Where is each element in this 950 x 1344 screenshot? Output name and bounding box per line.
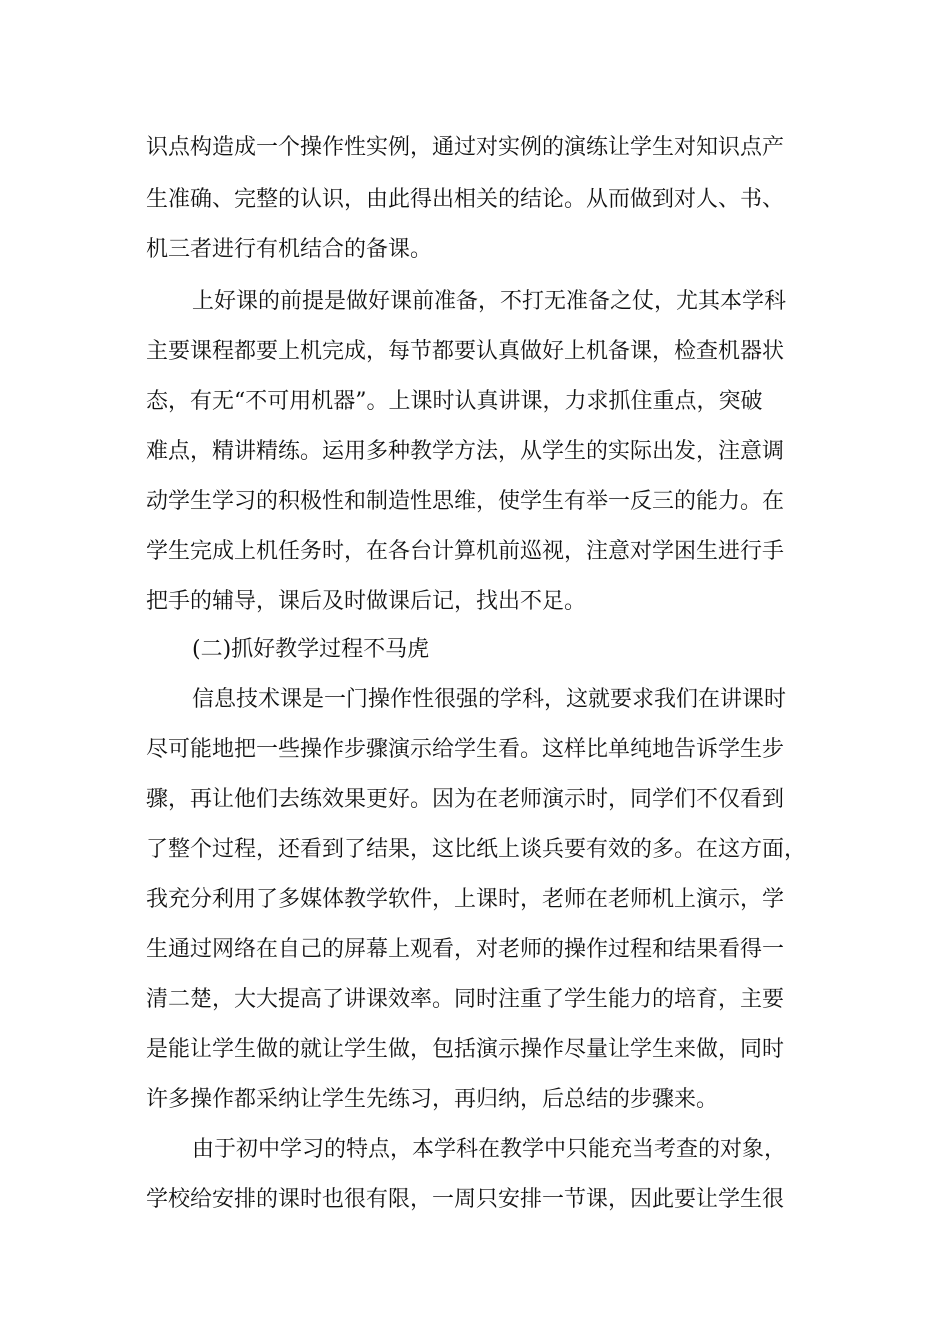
text-line: 尽可能地把一些操作步骤演示给学生看。这样比单纯地告诉学生步 bbox=[146, 737, 785, 762]
text-line: 清二楚，大大提高了讲课效率。同时注重了学生能力的培育，主要 bbox=[146, 987, 785, 1012]
text-line: 学生完成上机任务时，在各台计算机前巡视，注意对学困生进行手 bbox=[146, 539, 785, 564]
text-line: 生通过网络在自己的屏幕上观看，对老师的操作过程和结果看得一 bbox=[146, 937, 785, 962]
text-line: 生准确、完整的认识，由此得出相关的结论。从而做到对人、书、 bbox=[146, 187, 785, 212]
text-line: 把手的辅导，课后及时做课后记，找出不足。 bbox=[146, 589, 587, 614]
text-line: 了整个过程，还看到了结果，这比纸上谈兵要有效的多。在这方面， bbox=[146, 837, 807, 862]
text-line: 学校给安排的课时也很有限，一周只安排一节课，因此要让学生很 bbox=[146, 1187, 785, 1212]
text-line: 识点构造成一个操作性实例，通过对实例的演练让学生对知识点产 bbox=[146, 135, 785, 160]
text-line: 骤，再让他们去练效果更好。因为在老师演示时，同学们不仅看到 bbox=[146, 787, 785, 812]
text-line: 上好课的前提是做好课前准备，不打无准备之仗，尤其本学科 bbox=[192, 289, 787, 314]
text-line: 许多操作都采纳让学生先练习，再归纳，后总结的步骤来。 bbox=[146, 1087, 719, 1112]
text-line: 由于初中学习的特点，本学科在教学中只能充当考查的对象， bbox=[192, 1137, 787, 1162]
text-line: 动学生学习的积极性和制造性思维，使学生有举一反三的能力。在 bbox=[146, 489, 785, 514]
text-line: 难点，精讲精练。运用多种教学方法，从学生的实际出发，注意调 bbox=[146, 439, 785, 464]
text-line: 我充分利用了多媒体教学软件，上课时，老师在老师机上演示，学 bbox=[146, 887, 785, 912]
text-line: 是能让学生做的就让学生做，包括演示操作尽量让学生来做，同时 bbox=[146, 1037, 785, 1062]
text-line: 态，有无“不可用机器”。上课时认真讲课，力求抓住重点，突破 bbox=[146, 389, 763, 414]
text-line: 机三者进行有机结合的备课。 bbox=[146, 237, 433, 262]
text-line: 主要课程都要上机完成，每节都要认真做好上机备课，检查机器状 bbox=[146, 339, 785, 364]
section-heading: (二)抓好教学过程不马虎 bbox=[192, 637, 430, 662]
text-line: 信息技术课是一门操作性很强的学科，这就要求我们在讲课时 bbox=[192, 687, 787, 712]
